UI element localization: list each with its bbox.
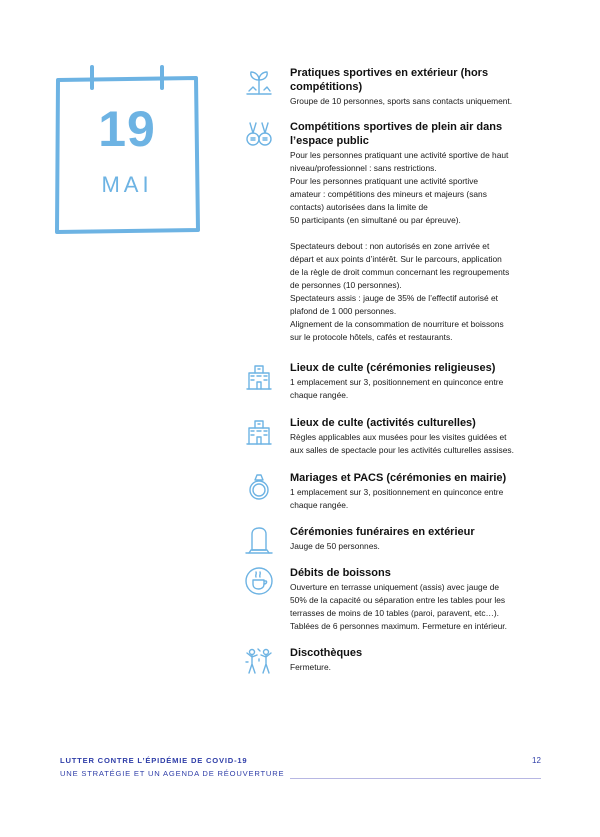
item-text: Règles applicables aux musées pour les visites guidées et aux salles de spectacle pour les activités culturelles assises. (290, 432, 514, 455)
tombstone-icon (244, 525, 274, 555)
coffee-icon (244, 566, 274, 596)
item-text: Ouverture en terrasse uniquement (assis) avec jauge de 50% de la capacité ou séparation entre les tables pour les terrasses de moins de 10 tables (paroi, paravent, etc…). Tablées de 6 personnes maximum. Fermeture en intérieur. (290, 582, 507, 631)
footer-divider (290, 778, 541, 779)
item-title: Cérémonies funéraires en extérieur (290, 526, 475, 538)
item-text: Fermeture. (290, 662, 331, 672)
item-title: Lieux de culte (activités culturelles) (290, 417, 476, 429)
plant-icon (244, 66, 274, 96)
item-title: Mariages et PACS (cérémonies en mairie) (290, 472, 507, 484)
building-icon (244, 416, 274, 446)
item-text: Pour les personnes pratiquant une activité sportive de haut niveau/professionnel : sans restrictions. Pour les personnes pratiquant une activité sportive amateur : compétitions des mineurs et majeurs (sans contacts) autorisées dans la limite de 50 participants (en simultané ou par épreuve). Spectateurs debout : non autorisés en zone arrivée et départ et aux points d’intérêt. Sur le parcours, application de la règle de droit commun concernant les regroupements de personnes (10 personnes). Spectateurs assis : jauge de 35% de l’effectif autorisé et plafond de 1 000 personnes. Alignement de la consommation de nourriture et boissons sur le protocole hôtels, cafés et restaurants. (290, 150, 510, 342)
calendar (52, 64, 202, 234)
item-title: Compétitions sportives de plein air dans l’espace public (290, 121, 503, 147)
item-title: Pratiques sportives en extérieur (hors compétitions) (290, 67, 489, 93)
footer-title: LUTTER CONTRE L’ÉPIDÉMIE DE COVID-19 (60, 756, 248, 765)
item-text: Groupe de 10 personnes, sports sans contacts uniquement. (290, 96, 513, 106)
item-text: Jauge de 50 personnes. (290, 541, 380, 551)
item-title: Lieux de culte (cérémonies religieuses) (290, 362, 496, 374)
item-text: 1 emplacement sur 3, positionnement en quinconce entre chaque rangée. (290, 487, 504, 510)
item-title: Discothèques (290, 647, 363, 659)
item-text: 1 emplacement sur 3, positionnement en quinconce entre chaque rangée. (290, 377, 504, 400)
dancers-icon (244, 646, 274, 676)
calendar-month: MAI (101, 172, 153, 197)
medals-icon (244, 120, 274, 150)
calendar-day: 19 (98, 101, 156, 157)
ring-icon (244, 471, 274, 501)
building-icon (244, 361, 274, 391)
page-number: 12 (532, 756, 541, 765)
footer-subtitle: UNE STRATÉGIE ET UN AGENDA DE RÉOUVERTURE (60, 769, 285, 778)
item-title: Débits de boissons (290, 567, 391, 579)
